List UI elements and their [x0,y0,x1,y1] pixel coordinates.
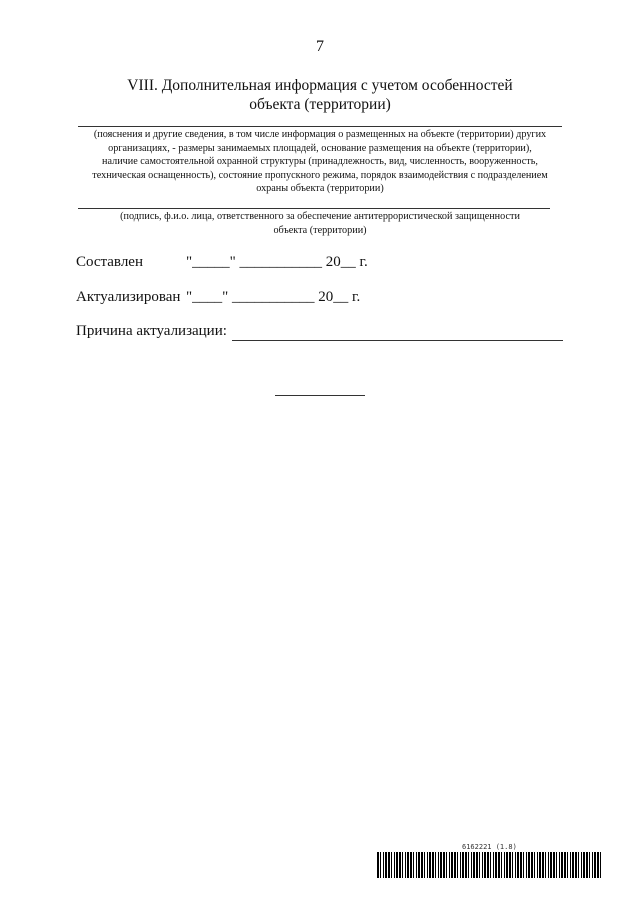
info-explanation-line-3: наличие самостоятельной охранной структуры (принадлежность, вид, численность, вооруженность, [102,156,538,168]
updated-date-field[interactable]: "____" ___________ 20__ г. [186,289,361,305]
info-explanation-line-2: организациях, - размеры занимаемых площадей, основание размещения на объекте (территории), [108,142,532,154]
section-title-line-2: объекта (территории) [249,96,391,113]
compiled-label: Составлен [76,254,143,270]
reason-label: Причина актуализации: [76,323,227,339]
barcode-image [377,852,601,878]
compiled-date-field[interactable]: "_____" ___________ 20__ г. [186,254,368,270]
info-explanation-line-4: техническая оснащенность), состояние пропускного режима, порядок взаимодействия с подразделением [92,169,548,181]
signature-explanation-line-1: (подпись, ф.и.о. лица, ответственного за обеспечение антитеррористической защищенности [120,211,520,222]
info-explanation-line-1: (пояснения и другие сведения, в том числе информация о размещенных на объекте (территории) других [93,129,547,140]
signature-explanation [70,210,570,237]
section-title-line-1: VIII. Дополнительная информация с учетом особенностей [127,77,513,94]
signature-explanation-line-2: объекта (территории) [273,224,367,236]
page-number: 7 [316,38,324,55]
section-title [110,76,530,114]
signature-fill-line [78,208,550,209]
barcode-caption: 6162221 (1.8) [462,843,517,851]
updated-label: Актуализирован [76,289,181,305]
info-explanation [60,128,580,196]
info-explanation-line-5: охраны объекта (территории) [256,183,384,195]
info-fill-line [78,126,562,127]
reason-fill-line[interactable] [232,340,563,341]
closing-divider [275,395,365,396]
